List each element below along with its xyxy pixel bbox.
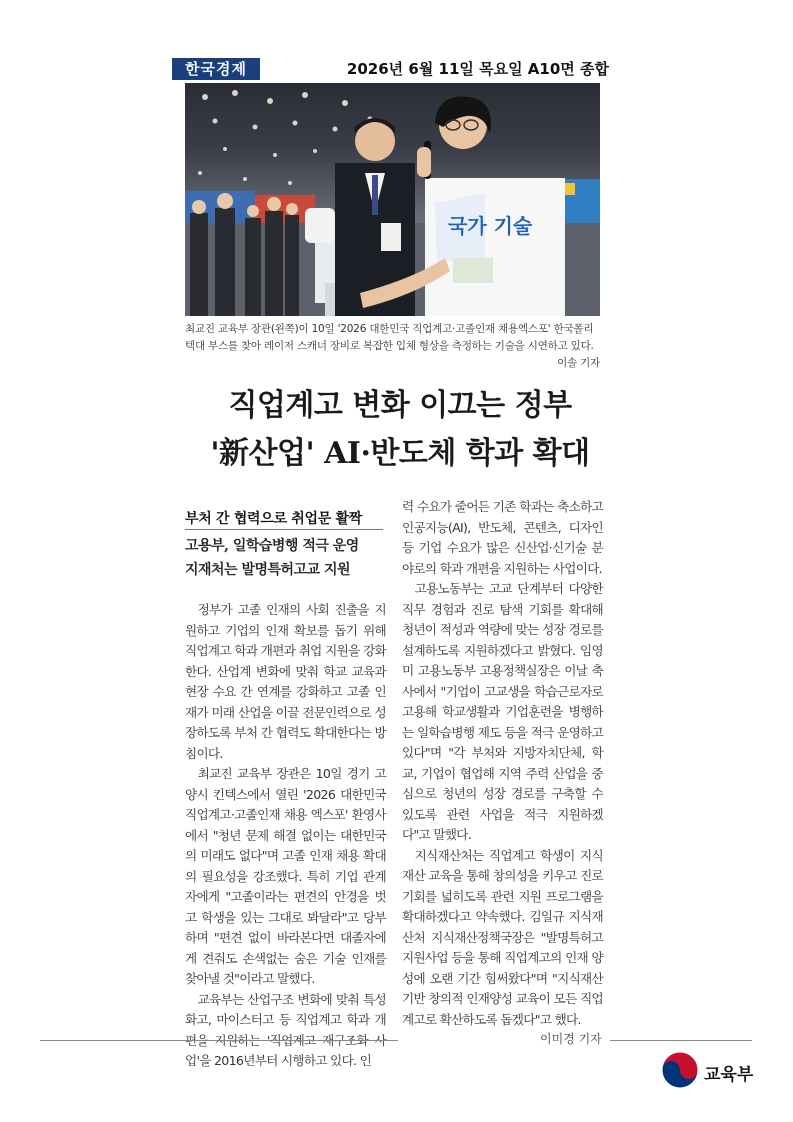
- article-column-2: [402, 497, 603, 1030]
- headline: [150, 382, 650, 478]
- headline-line-1: 직업계고 변화 이끄는 정부: [228, 388, 572, 423]
- news-photo: [185, 83, 600, 316]
- subhead-2: 지재처는 발명특허고교 지원: [185, 562, 351, 578]
- photo-credit: 이솔 기자: [557, 357, 600, 369]
- byline: 이미경 기자: [540, 1032, 602, 1046]
- masthead: [172, 58, 609, 80]
- footer-rule-right: [610, 1040, 752, 1041]
- dateline: 2026년 6월 11일 목요일 A10면 종합: [346, 60, 609, 78]
- footer-rule-left: [40, 1040, 398, 1041]
- paragraph: 최교진 교육부 장관은 10일 경기 고양시 킨텍스에서 열린 '2026 대한민국 직업계고·고졸인재 채용 엑스포' 환영사에서 "청년 문제 해결 없이는 대한민국의 미래도 없다"며 고졸 인재 채용 확대의 필요성을 강조했다. 특히 기업 관계자에게 "고졸이라는 편견의 안경을 벗고 학생을 있는 그대로 봐달라"고 당부하며 "편견 없이 바라본다면 대졸자에게 견줘도 손색없는 숨은 기술 인재를 찾아낼 것"이라고 말했다.: [185, 766, 386, 986]
- subheads: [185, 534, 385, 582]
- paragraph: 력 수요가 줄어든 기존 학과는 축소하고 인공지능(AI), 반도체, 콘텐츠, 디자인 등 기업 수요가 많은 신산업·신기술 분야로의 학과 개편을 지원하는 사업이다.: [402, 499, 603, 576]
- ministry-logo: [660, 1050, 754, 1090]
- tshirt-print: 국가 기술: [448, 214, 533, 238]
- subhead-1: 고용부, 일학습병행 적극 운영: [185, 538, 359, 554]
- paragraph: 정부가 고졸 인재의 사회 진출을 지원하고 기업의 인재 확보를 돕기 위해 직업계고 학과 개편과 취업 지원을 강화한다. 산업계 변화에 맞춰 학교 교육과 현장 수요 간 연계를 강화하고 고졸 인재가 미래 산업을 이끌 전문인력으로 성장하도록 부처 간 협력도 확대한다는 방침이다.: [185, 602, 386, 761]
- kicker-divider: [185, 529, 383, 530]
- ministry-name: 교육부: [704, 1065, 754, 1085]
- article-column-1: [185, 600, 386, 1072]
- taegeuk-icon: [660, 1050, 700, 1090]
- photo-illustration: [185, 83, 600, 316]
- paragraph: 고용노동부는 고교 단계부터 다양한 직무 경험과 진로 탐색 기회를 확대해 청년이 적성과 역량에 맞는 성장 경로를 설계하도록 지원하겠다고 밝혔다. 임영미 고용노동부 고용정책실장은 이날 축사에서 "기업이 고교생을 학습근로자로 고용해 학교생활과 기업훈련을 병행하는 일학습병행 제도 등을 적극 운영하고 있다"며 "각 부처와 지방자치단체, 학교, 기업이 협업해 지역 주력 산업을 중심으로 청년의 성장 경로를 구축할 수 있도록 관련 사업을 적극 지원하겠다"고 말했다.: [402, 581, 603, 842]
- caption-text: 최교진 교육부 장관(왼쪽)이 10일 '2026 대한민국 직업계고·고졸인재 채용엑스포' 한국폴리텍대 부스를 찾아 레이저 스캐너 장비로 복잡한 입체 형상을 측정하는 기술을 시연하고 있다.: [185, 323, 594, 352]
- paragraph: 교육부는 산업구조 변화에 맞춰 특성화고, 마이스터고 등 직업계고 학과 개편을 지원하는 '직업계고 재구조화 사업'을 2016년부터 시행하고 있다. 인: [185, 991, 386, 1068]
- headline-line-2: '新산업' AI·반도체 학과 확대: [210, 436, 590, 471]
- paragraph: 지식재산처는 직업계고 학생이 지식재산 교육을 통해 창의성을 키우고 진로 기회를 넓히도록 관련 지원 프로그램을 확대하겠다고 약속했다. 김일규 지식재산처 지식재산정책국장은 "발명특허고 지원사업 등을 통해 직업계고의 인재 양성에 오랜 기간 힘써왔다"며 "지식재산 기반 창의적 인재양성 교육이 모든 직업계고로 확산하도록 돕겠다"고 했다.: [402, 847, 603, 1027]
- photo-caption: [185, 321, 600, 372]
- kicker: 부처 간 협력으로 취업문 활짝: [185, 511, 362, 527]
- newspaper-logo: 한국경제: [172, 58, 260, 80]
